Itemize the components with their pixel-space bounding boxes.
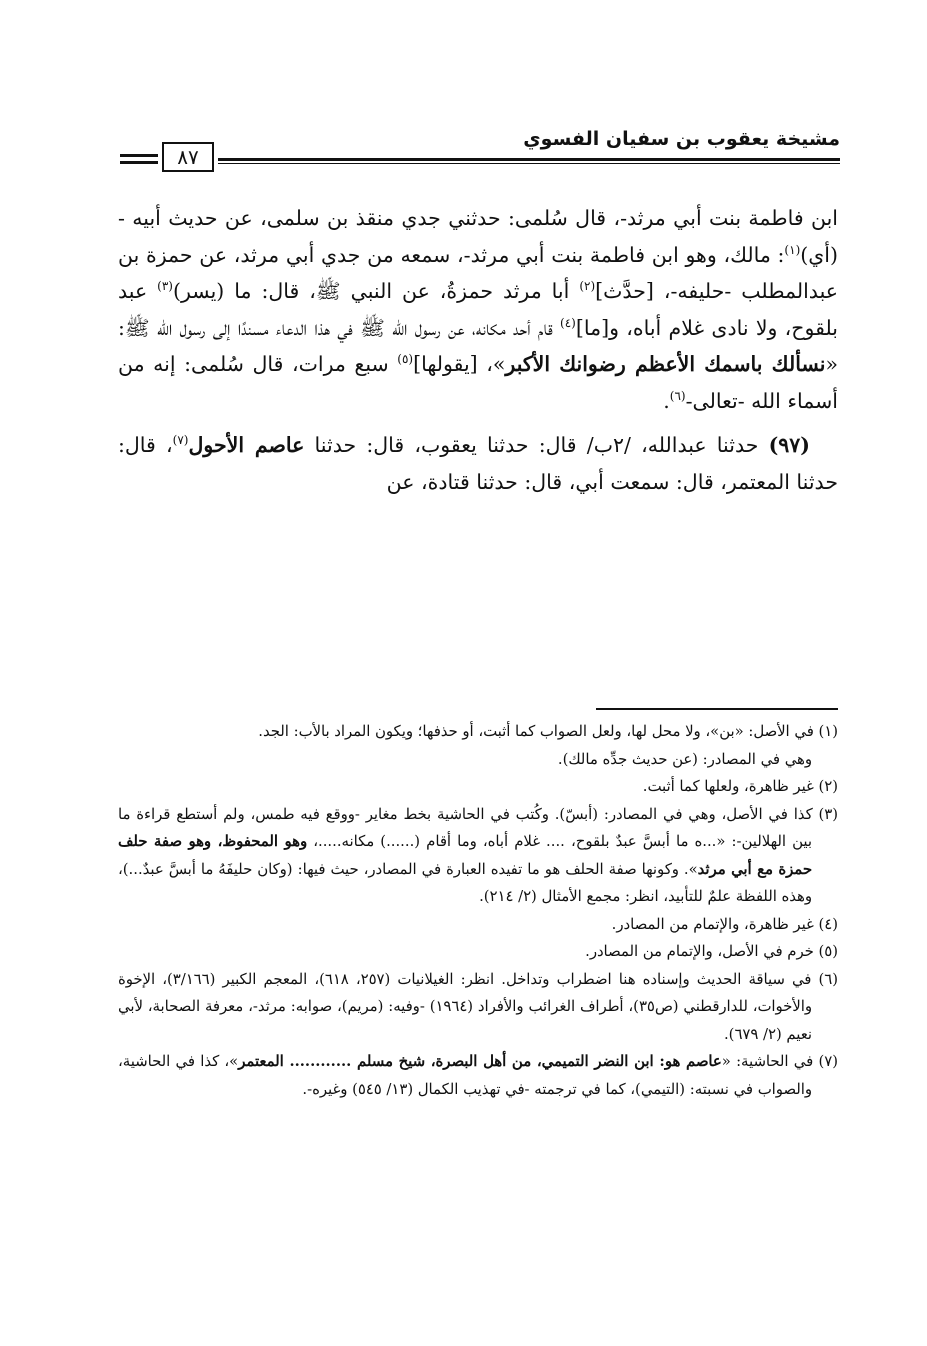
- header-rule: [218, 158, 840, 161]
- text-run: أبا مرثد حمزةُ، عن النبي ﷺ، قال: ما (يسر): [172, 279, 580, 303]
- narrator-name-bold: عاصم الأحول: [188, 433, 305, 457]
- footnote-1: [118, 718, 838, 773]
- text-run: (٧) في الحاشية: «: [721, 1053, 838, 1070]
- footnote-3: [118, 801, 838, 911]
- footnote-2: (٢) غير ظاهرة، ولعلها كما أثبت.: [642, 778, 838, 795]
- footnote-7: [118, 1048, 838, 1103]
- text-run: ابن فاطمة بنت أبي مرثد-، قال سُلمى: حدثني جدي منقذ بن سلمى، عن حديث أبيه -(أي): [118, 206, 838, 267]
- text-run: (٣) كذا في الأصل، وهي في المصادر: (أبسّ). وكُتب في الحاشية بخط مغاير -ووقع فيه طمس، ولم أستطع قراءة ما بين الهلالين-: «...ه ما أبسَّ عبدٌ بلقوح، .... غلام أباه، وما أقام (......) مكانه.....،: [118, 805, 838, 850]
- text-run: سبع مرات، قال سُلمى: إنه من أسماء الله -تعالى-: [118, 352, 838, 413]
- footnotes: [118, 718, 838, 1103]
- footnote-marker: (٥): [397, 352, 414, 367]
- text-run: حدثنا عبدالله، /٢ب/ قال: حدثنا يعقوب، قال: حدثنا: [304, 433, 769, 457]
- text-run: عبد بلقوح، ولا نادى غلام أباه، و[ما]: [118, 279, 838, 340]
- text-run: (١) في الأصل: «بن»، ولا محل لها، ولعل الصواب كما أثبت، أو حذفها؛ ويكون المراد بالأب: الجد.: [258, 723, 838, 740]
- book-title: مشيخة يعقوب بن سفيان الفسوي: [523, 128, 840, 150]
- entry-number: (٩٧): [768, 433, 810, 457]
- footnote-marker: (٦): [669, 388, 686, 403]
- header-rule-thin: [218, 163, 840, 164]
- footnote-marker: (٢): [579, 279, 596, 294]
- hadith-text-bold: نسألك باسمك الأعظم رضوانك الأكبر: [505, 352, 826, 376]
- footnote-marker: (١): [784, 242, 801, 257]
- bold-run: عاصم هو: ابن النضر التميمي، من أهل البصرة، شيخ مسلم ............ المعتمر: [238, 1053, 722, 1070]
- text-run: »، [يقولها]: [413, 352, 506, 376]
- footnote-4: (٤) غير ظاهرة، والإتمام من المصادر.: [611, 915, 838, 933]
- footnote-6: (٦) في سياقة الحديث وإسناده هنا اضطراب وتداخل. انظر: الغيلانيات (٢٥٧، ٦١٨)، المعجم الكبير (٣/١٦٦)، الإخوة والأخوات، للدارقطني (ص٣٥)، أطراف الغرائب والأفراد (١٩٦٤) -وفيه: (مريم)، صوابه: مرثد-، معرفة الصحابة، لأبي نعيم (٢/ ٦٧٩).: [118, 970, 838, 1043]
- hadith-entry-97: [118, 427, 838, 500]
- header-rule-short: [120, 154, 158, 157]
- header-rule-short: [120, 161, 158, 164]
- main-text: [118, 200, 838, 500]
- text-run: »، كذا في الحاشية، والصواب في نسبته: (التيمي)، كما في ترجمته -في تهذيب الكمال (١٣/ ٥٤٥) وغيره-.: [118, 1053, 812, 1098]
- footnote-marker: (٧): [172, 433, 189, 448]
- paragraph-continuation: [118, 200, 838, 419]
- text-run: .: [663, 388, 670, 413]
- footnote-marker: (٤): [560, 315, 576, 330]
- page-header: [118, 118, 840, 180]
- text-run: ، قال: حدثنا المعتمر، قال: سمعت أبي، قال: حدثنا قتادة، عن: [118, 433, 838, 494]
- bold-run: وهو المحفوظ، وهو صفة حلف حمزة مع أبي مرثد: [118, 833, 812, 878]
- text-run: وهي في المصادر: (عن حديث جدِّه مالك).: [557, 750, 812, 768]
- footnote-5: (٥) خرم في الأصل، والإتمام من المصادر.: [585, 943, 838, 960]
- footnote-separator: [596, 708, 838, 710]
- footnote-marker: (٣): [157, 279, 173, 294]
- page-number: ٨٧: [162, 142, 214, 172]
- text-run: : مالك، وهو ابن فاطمة بنت أبي مرثد-، سمعه من جدي أبي مرثد، عن حمزة بن عبدالمطلب -حليفه-، [حدَّث]: [118, 242, 838, 303]
- text-run: قام أحد مكانه، عن رسول الله ﷺ في هذا الدعاء مسندًا إلى رسول الله ﷺ: «: [118, 315, 838, 376]
- text-run: ». وكونها صفة الحلف هو ما تفيده العبارة في المصادر، حيث فيها: (وكان حليفَهُ ما أبسَّ عبدٌ...)، وهذه اللفظة علمٌ للتأبيد، انظر: مجمع الأمثال (٢/ ٢١٤).: [118, 860, 812, 905]
